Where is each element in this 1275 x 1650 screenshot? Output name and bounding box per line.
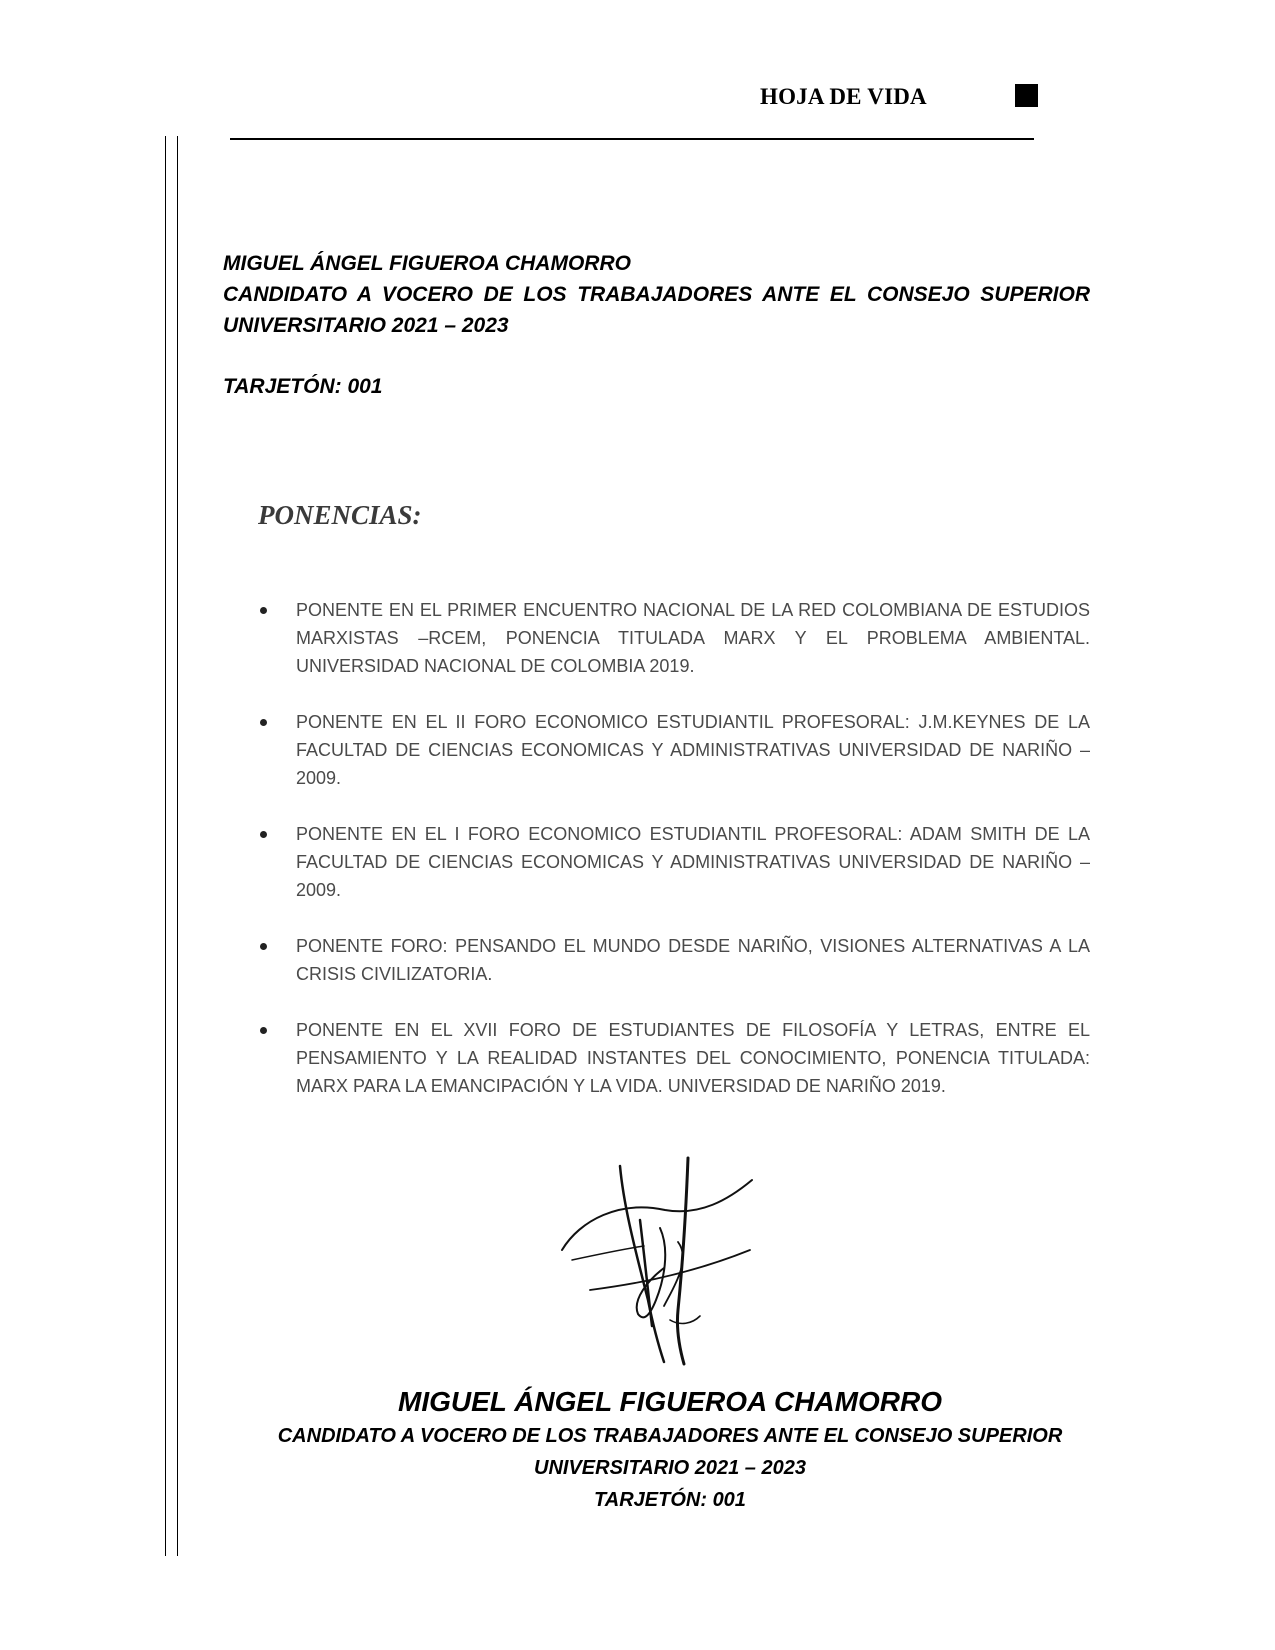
list-item-text: PONENTE EN EL I FORO ECONOMICO ESTUDIANTIL PROFESORAL: ADAM SMITH DE LA FACULTAD DE CIENCIAS ECONOMICAS Y ADMINISTRATIVAS UNIVERSIDAD DE NARIÑO – 2009.	[296, 824, 1090, 900]
signer-role-line2: UNIVERSITARIO 2021 – 2023	[534, 1457, 806, 1479]
list-item	[258, 932, 1090, 988]
bullet-icon	[260, 719, 267, 726]
candidate-tarjeton: TARJETÓN: 001	[223, 375, 383, 398]
signature-block	[230, 1384, 1110, 1516]
handwritten-signature	[560, 1150, 790, 1380]
bullet-icon	[260, 831, 267, 838]
candidate-role-line2: UNIVERSITARIO 2021 – 2023	[223, 314, 509, 337]
bullet-icon	[260, 943, 267, 950]
signer-role-line1: CANDIDATO A VOCERO DE LOS TRABAJADORES ANTE EL CONSEJO SUPERIOR	[277, 1425, 1063, 1447]
bullet-icon	[260, 1027, 267, 1034]
ponencias-list	[258, 596, 1090, 1128]
list-item	[258, 596, 1090, 680]
candidate-header	[223, 248, 1090, 402]
signer-name: MIGUEL ÁNGEL FIGUEROA CHAMORRO	[398, 1386, 942, 1417]
black-square-icon	[1015, 84, 1038, 107]
candidate-name: MIGUEL ÁNGEL FIGUEROA CHAMORRO	[223, 252, 631, 275]
list-item-text: PONENTE EN EL PRIMER ENCUENTRO NACIONAL DE LA RED COLOMBIANA DE ESTUDIOS MARXISTAS –RCEM, PONENCIA TITULADA MARX Y EL PROBLEMA AMBIENTAL. UNIVERSIDAD NACIONAL DE COLOMBIA 2019.	[296, 600, 1090, 676]
left-margin-line-inner	[177, 136, 178, 1556]
page-header-title: HOJA DE VIDA	[760, 84, 927, 109]
section-heading-ponencias: PONENCIAS:	[258, 500, 422, 530]
signer-tarjeton: TARJETÓN: 001	[594, 1489, 746, 1511]
list-item	[258, 820, 1090, 904]
left-margin-line-outer	[165, 136, 166, 1556]
candidate-role-line1: CANDIDATO A VOCERO DE LOS TRABAJADORES ANTE EL CONSEJO SUPERIOR	[223, 283, 1090, 306]
list-item	[258, 708, 1090, 792]
list-item-text: PONENTE FORO: PENSANDO EL MUNDO DESDE NARIÑO, VISIONES ALTERNATIVAS A LA CRISIS CIVILIZATORIA.	[296, 936, 1090, 984]
header-divider	[230, 138, 1034, 140]
bullet-icon	[260, 607, 267, 614]
list-item	[258, 1016, 1090, 1100]
list-item-text: PONENTE EN EL XVII FORO DE ESTUDIANTES DE FILOSOFÍA Y LETRAS, ENTRE EL PENSAMIENTO Y LA REALIDAD INSTANTES DEL CONOCIMIENTO, PONENCIA TITULADA: MARX PARA LA EMANCIPACIÓN Y LA VIDA. UNIVERSIDAD DE NARIÑO 2019.	[296, 1020, 1090, 1096]
list-item-text: PONENTE EN EL II FORO ECONOMICO ESTUDIANTIL PROFESORAL: J.M.KEYNES DE LA FACULTAD DE CIENCIAS ECONOMICAS Y ADMINISTRATIVAS UNIVERSIDAD DE NARIÑO – 2009.	[296, 712, 1090, 788]
